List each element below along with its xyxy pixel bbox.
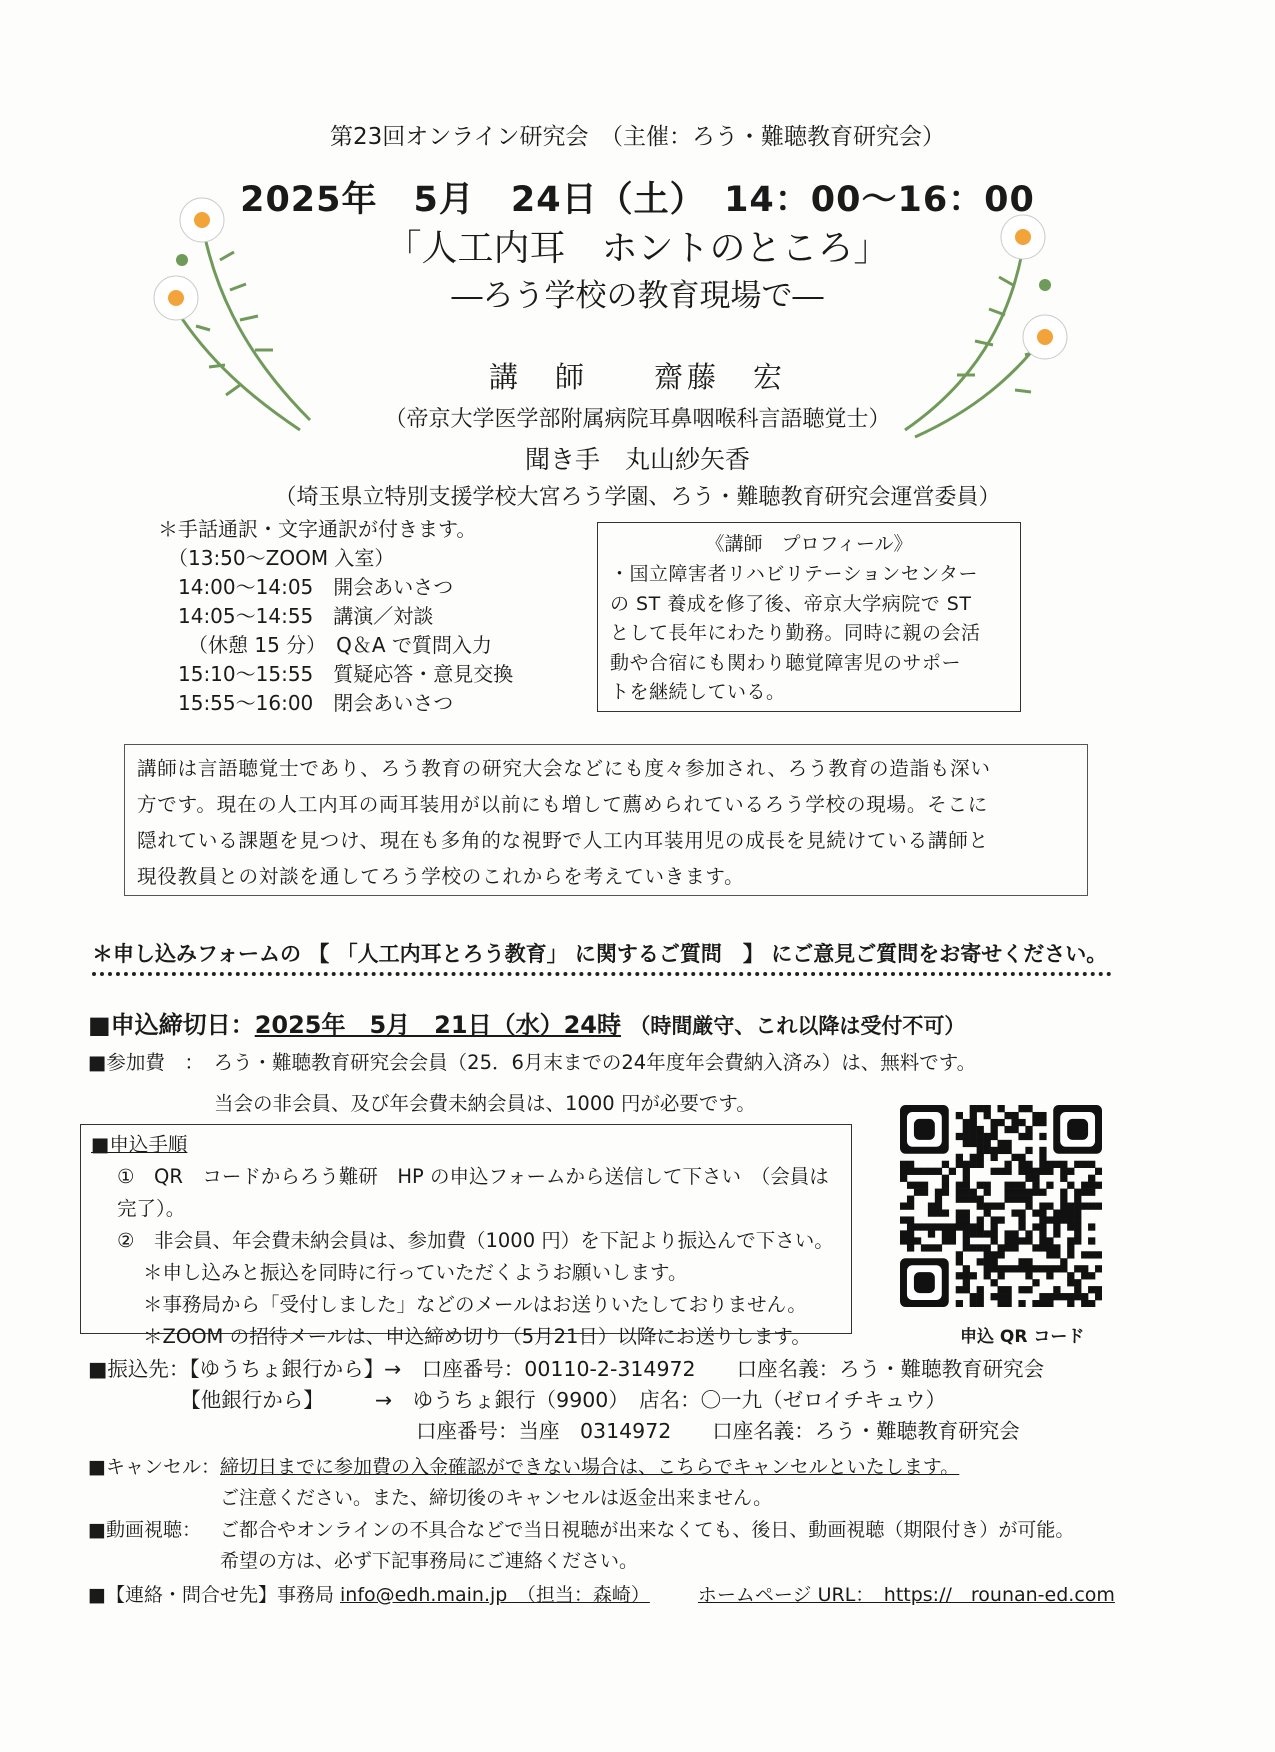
lecturer-affiliation: （帝京大学医学部附属病院耳鼻咽喉科言語聴覚士）	[384, 407, 891, 432]
profile-line: トを継続している。	[610, 681, 786, 703]
schedule-item: 14:00～14:05 開会あいさつ	[158, 575, 454, 599]
video-text: 希望の方は、必ず下記事務局にご連絡ください。	[220, 1550, 639, 1572]
interviewer-affiliation: （埼玉県立特別支援学校大宮ろう学園、ろう・難聴教育研究会運営委員）	[274, 485, 1001, 510]
fee-members: ■参加費 ： ろう・難聴教育研究会会員（25．6月末までの24年度年会費納入済み）は、無料です。	[88, 1051, 977, 1074]
procedure-step: ① QR コードからろう難研 HP の申込フォームから送信して下さい （会員は完了）。	[117, 1165, 829, 1220]
contact-label: ■【連絡・問合せ先】事務局	[88, 1584, 334, 1606]
bank-row: ■振込先：【ゆうちょ銀行から】→ 口座番号：00110-2-314972 口座名義：ろう・難聴教育研究会	[88, 1357, 1045, 1381]
description-line: 講師は言語聴覚士であり、ろう教育の研究大会などにも度々参加され、ろう教育の造詣も深い	[137, 757, 991, 780]
schedule-list	[158, 515, 513, 718]
deadline-date: 2025年 5月 21日（水）24時	[254, 1011, 621, 1039]
profile-box	[597, 522, 1021, 712]
schedule-item: （休憩 15 分） Q＆A で質問入力	[158, 633, 492, 657]
profile-text	[610, 560, 1008, 708]
profile-line: の ST 養成を修了後、帝京大学病院で ST	[610, 592, 972, 615]
profile-line: 動や合宿にも関わり聴覚障害児のサポー	[610, 651, 962, 674]
procedure-step: ② 非会員、年会費未納会員は、参加費（1000 円）を下記より振込んで下さい。	[117, 1229, 834, 1252]
procedure-note: ＊事務局から「受付しました」などのメールはお送りいたしておりません。	[143, 1293, 807, 1316]
procedure-note: ＊申し込みと振込を同時に行っていただくようお願いします。	[143, 1261, 688, 1284]
event-line: 第23回オンライン研究会 （主催：ろう・難聴教育研究会）	[329, 124, 946, 150]
lecturer-name: 講 師 齋藤 宏	[488, 360, 786, 394]
profile-line: として長年にわたり勤務。同時に親の会活	[610, 622, 981, 644]
description-line: 方です。現在の人工内耳の両耳装用が以前にも増して薦められているろう学校の現場。そこに	[137, 793, 989, 816]
cancel-text: 締切日までに参加費の入金確認ができない場合は、こちらでキャンセルといたします。	[220, 1456, 960, 1478]
dotted-divider	[92, 972, 1112, 976]
cancel-label: ■キャンセル：	[88, 1456, 220, 1478]
description-box	[124, 744, 1088, 896]
fee-nonmembers: 当会の非会員、及び年会費未納会員は、1000 円が必要です。	[214, 1092, 756, 1115]
qr-code[interactable]	[900, 1105, 1102, 1307]
profile-line: ・国立障害者リハビリテーションセンター	[610, 563, 979, 585]
profile-title: 《講師 プロフィール》	[705, 533, 913, 555]
interviewer-name: 聞き手 丸山紗矢香	[524, 445, 750, 474]
schedule-item: ＊手話通訳・文字通訳が付きます。	[158, 517, 477, 541]
cancel-policy	[88, 1452, 959, 1514]
bank-transfer-info	[88, 1354, 1044, 1447]
description-line: 隠れている課題を見つけ、現在も多角的な視野で人工内耳装用児の成長を見続けている講師と	[137, 829, 989, 852]
event-datetime: 2025年 5月 24日（土） 14：00～16：00	[240, 180, 1035, 220]
contact-info	[88, 1580, 1115, 1607]
homepage-link[interactable]: ホームページ URL： https:// rounan-ed.com	[697, 1584, 1115, 1606]
deadline-label: ■申込締切日：	[88, 1011, 255, 1039]
page-title: 「人工内耳 ホントのところ」	[385, 228, 890, 269]
procedure-box	[80, 1124, 852, 1348]
schedule-item: 15:55～16:00 閉会あいさつ	[158, 691, 454, 715]
deadline-note: （時間厳守、これ以降は受付不可）	[629, 1014, 966, 1038]
schedule-item: 15:10～15:55 質疑応答・意見交換	[158, 662, 514, 686]
deadline	[88, 1005, 965, 1040]
procedure-title: ■申込手順	[91, 1133, 188, 1156]
bank-row: 【他銀行から】 → ゆうちょ銀行（9900） 店名：〇一九（ゼロイチキュウ）	[88, 1388, 946, 1412]
qr-code-label: 申込 QR コード	[960, 1327, 1085, 1347]
description-line: 現役教員との対談を通してろう学校のこれからを考えていきます。	[137, 865, 745, 888]
schedule-item: （13:50～ZOOM 入室）	[158, 546, 395, 570]
schedule-item: 14:05～14:55 講演／対談	[158, 604, 434, 628]
video-viewing	[88, 1515, 1074, 1577]
form-note: ＊申し込みフォームの 【 「人工内耳とろう教育」 に関するご質問 】 にご意見ご質問をお寄せください。	[92, 942, 1108, 966]
contact-email-link[interactable]: info@edh.main.jp （担当：森崎）	[340, 1584, 650, 1606]
video-label: ■動画視聴：	[88, 1519, 201, 1541]
video-text: ご都合やオンラインの不具合などで当日視聴が出来なくても、後日、動画視聴（期限付き）が可能。	[220, 1519, 1075, 1541]
bank-row: 口座番号：当座 0314972 口座名義：ろう・難聴教育研究会	[88, 1419, 1020, 1443]
page-subtitle: ―ろう学校の教育現場で―	[451, 278, 824, 314]
procedure-note: ＊ZOOM の招待メールは、申込締め切り（5月21日）以降にお送りします。	[143, 1325, 811, 1348]
cancel-text: ご注意ください。また、締切後のキャンセルは返金出来ません。	[220, 1487, 773, 1509]
